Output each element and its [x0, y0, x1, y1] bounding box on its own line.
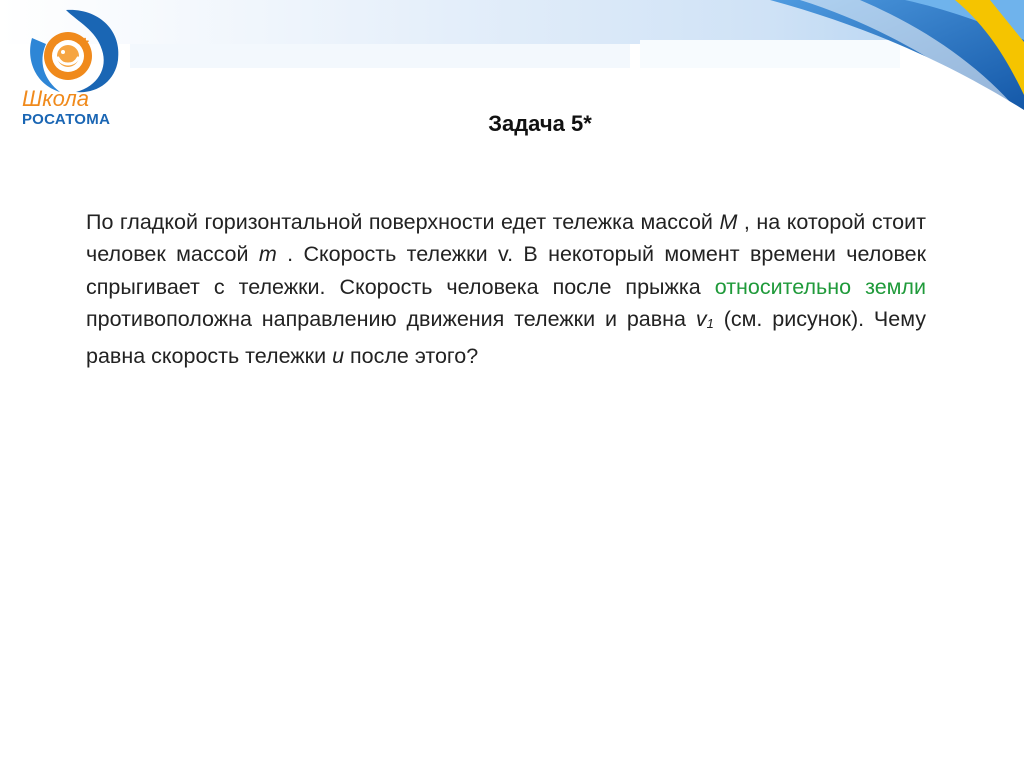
- logo-text-school: Школа: [22, 86, 90, 111]
- problem-text-part: , на которой стоит человек массой: [86, 210, 926, 267]
- mass-man-symbol: m: [258, 242, 277, 267]
- problem-text-part: противоположна направлению движения тележки и равна: [86, 306, 696, 331]
- mass-cart-symbol: M: [719, 210, 738, 234]
- highlight-relative-ground: относительно земли: [714, 274, 926, 299]
- u-symbol: u: [332, 344, 345, 369]
- velocity-subscript: 1: [706, 315, 714, 331]
- problem-text-part: после этого?: [344, 344, 479, 369]
- problem-text-part: . Скорость тележки v. В некоторый момент времени человек спрыгивает с тележки. Скорость человека после прыжка: [86, 242, 926, 299]
- page-title: Задача 5*: [488, 111, 592, 136]
- problem-text: [86, 206, 926, 372]
- svg-text:+: +: [81, 33, 90, 49]
- logo-text-rosatom: РОСАТОМА: [22, 111, 111, 128]
- problem-text-part: По гладкой горизонтальной поверхности едет тележка массой: [86, 210, 720, 234]
- velocity-symbol: v: [695, 306, 707, 331]
- problem-text-part: (см. рисунок). Чему равна скорость тележки: [86, 306, 926, 369]
